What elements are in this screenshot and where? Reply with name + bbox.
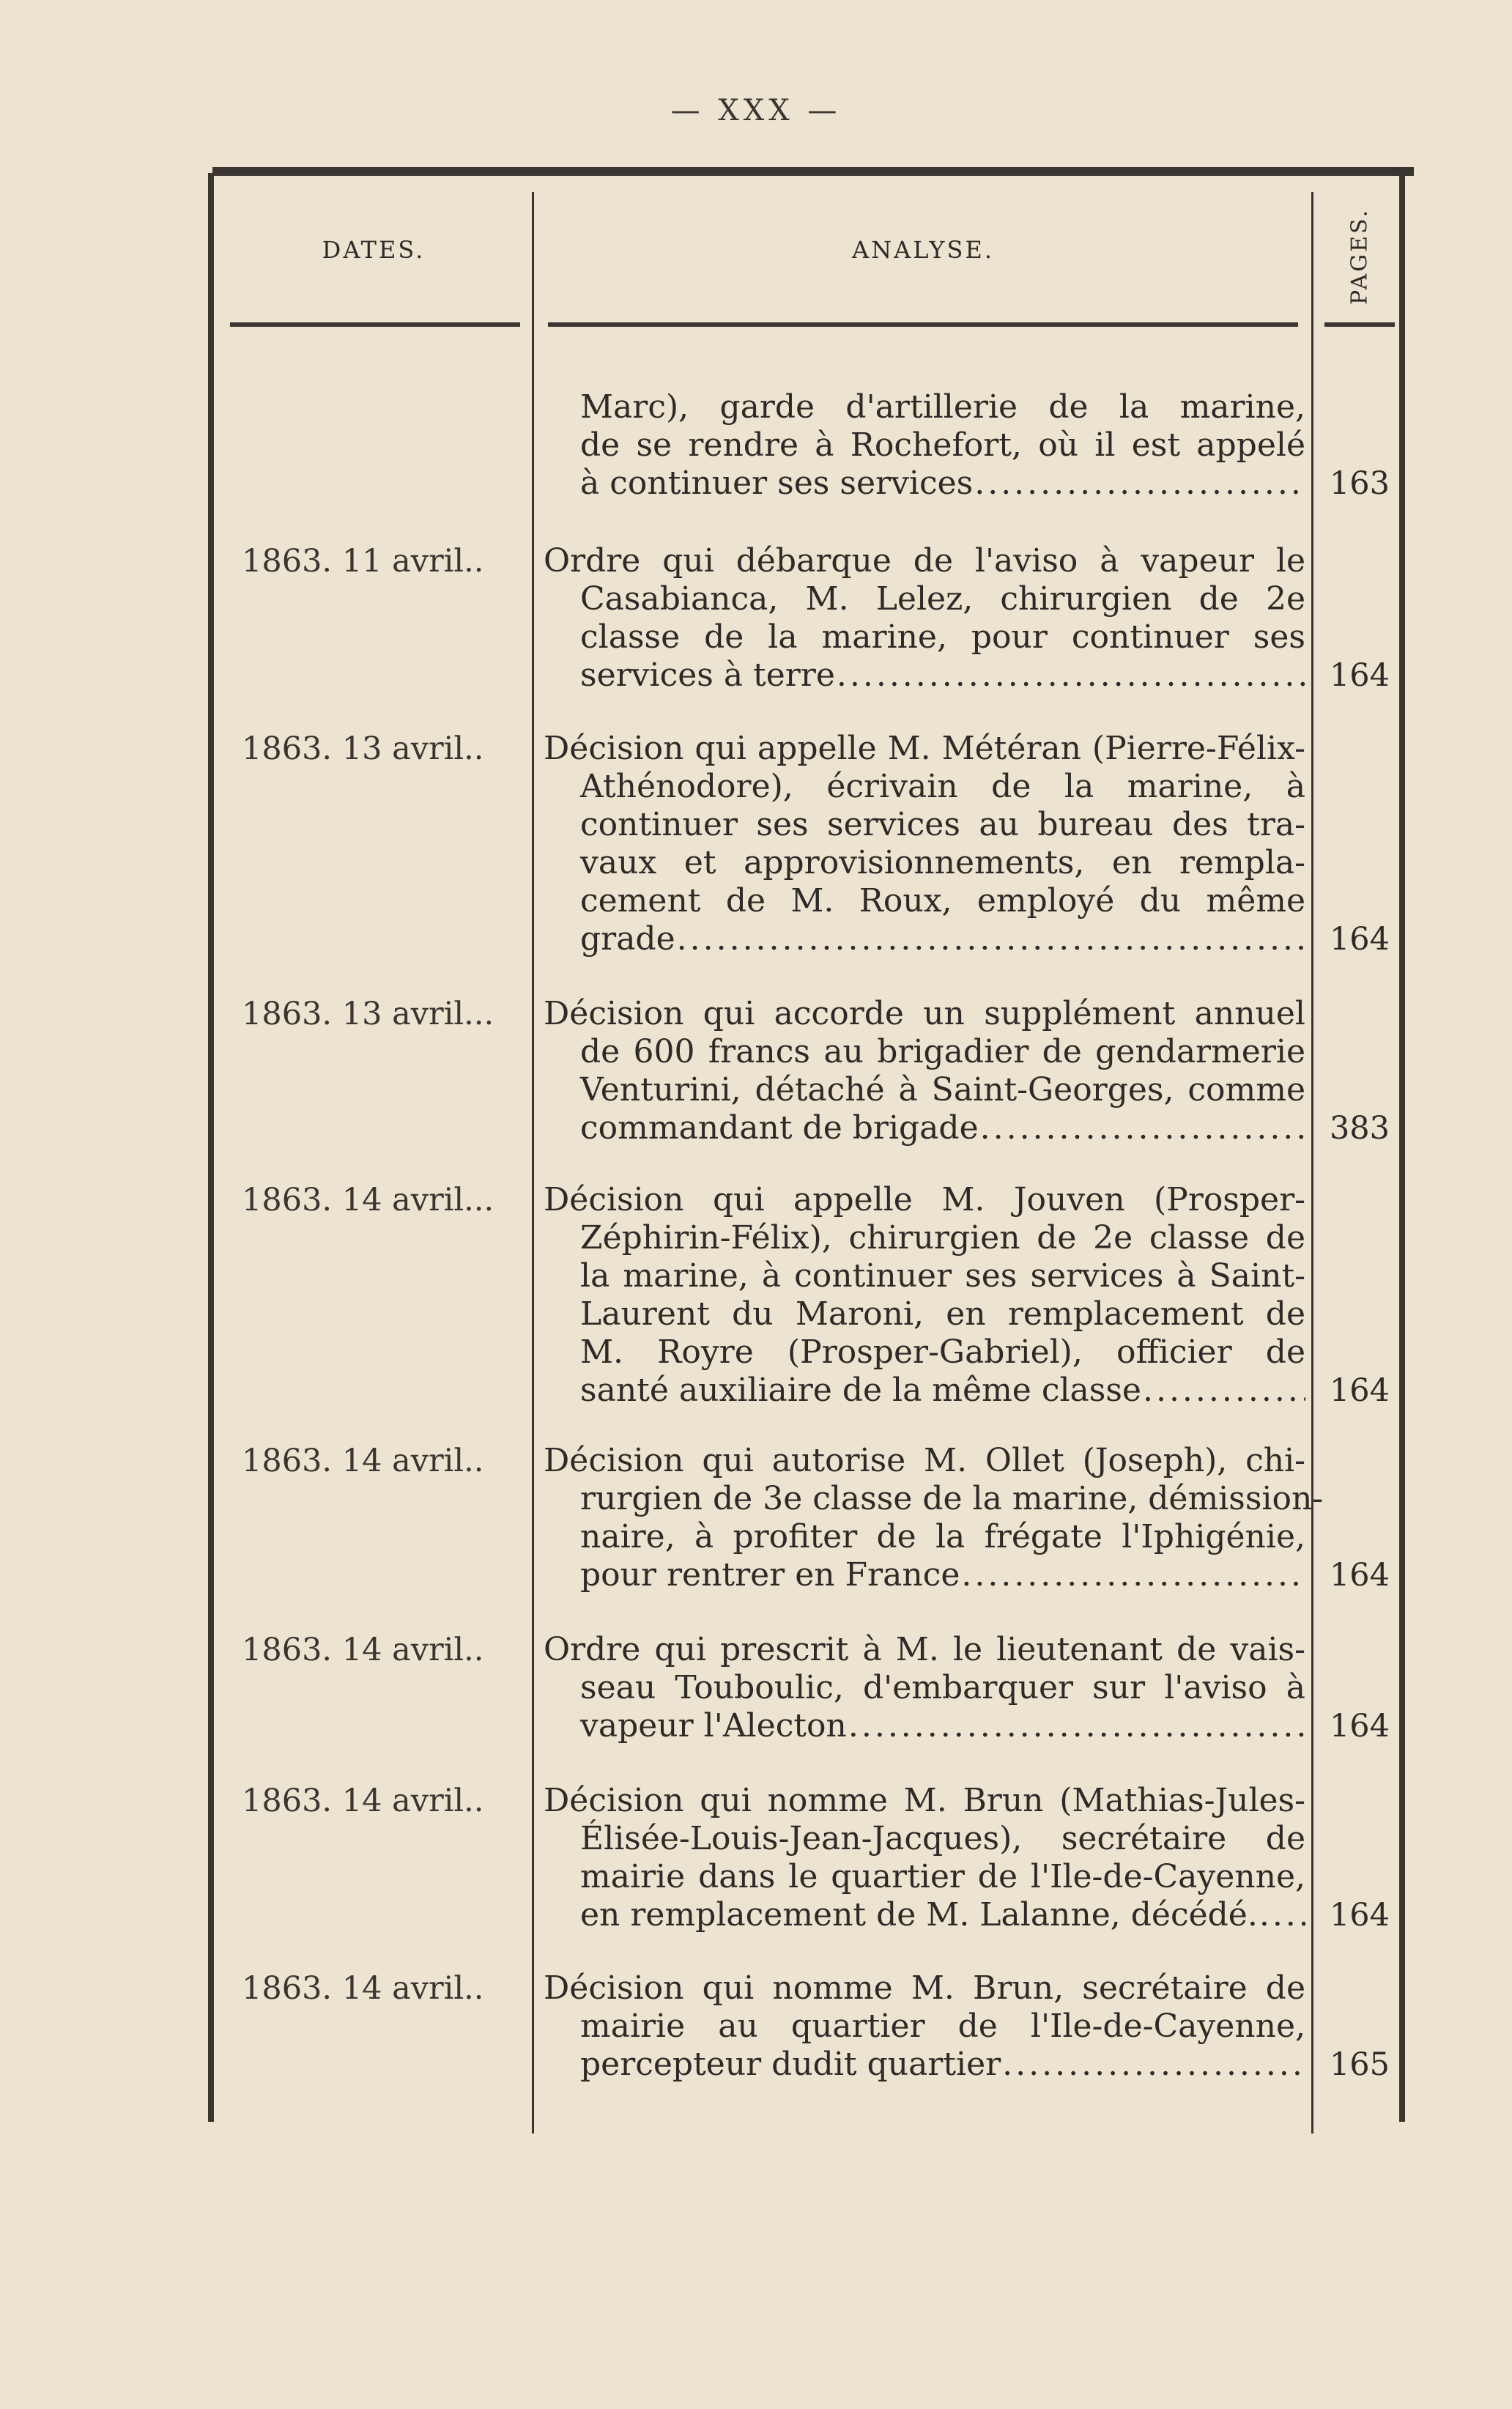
table-right-border bbox=[1399, 173, 1405, 2122]
entry-analysis-line: classe de la marine, pour continuer ses bbox=[580, 618, 1305, 656]
entry-analysis-line: pour rentrer en France bbox=[580, 1556, 960, 1594]
entry-analysis-line: cement de M. Roux, employé du même bbox=[580, 882, 1305, 919]
entry-page: 383 bbox=[1329, 1110, 1390, 1147]
entry-analysis-line: Athénodore), écrivain de la marine, à bbox=[580, 768, 1305, 805]
entry-analysis-line: mairie dans le quartier de l'Ile-de-Cayenne, bbox=[580, 1858, 1305, 1895]
dot-leader bbox=[677, 920, 1305, 958]
entry-analysis-last-line bbox=[544, 656, 1305, 695]
page-number: — XXX — bbox=[670, 94, 842, 127]
dot-leader bbox=[1002, 2046, 1305, 2084]
entry-analysis-line: mairie au quartier de l'Ile-de-Cayenne, bbox=[580, 2008, 1305, 2045]
entry-analysis bbox=[544, 1442, 1324, 1594]
entry-page: 164 bbox=[1329, 1708, 1390, 1744]
header-rule-pages bbox=[1324, 322, 1395, 327]
column-divider-dates bbox=[532, 192, 534, 2134]
entry-analysis-line: Venturini, détaché à Saint-Georges, comme bbox=[580, 1071, 1305, 1109]
entry-analysis-line: commandant de brigade bbox=[580, 1109, 979, 1147]
entry-analysis-line: Décision qui accorde un supplément annuel bbox=[544, 995, 1305, 1032]
entry-analysis-last-line bbox=[544, 1556, 1305, 1594]
entry-analysis-line: en remplacement de M. Lalanne, décédé. bbox=[580, 1896, 1258, 1934]
entry-analysis-line: vapeur l'Alecton bbox=[580, 1707, 847, 1744]
entry-analysis-line: Décision qui nomme M. Brun (Mathias-Jules- bbox=[544, 1782, 1305, 1819]
entry-page: 164 bbox=[1329, 1557, 1390, 1594]
entry-date: 1863. 14 avril.. bbox=[242, 1783, 484, 1819]
entry-analysis-line: de 600 francs au brigadier de gendarmerie bbox=[580, 1033, 1305, 1070]
entry-page: 165 bbox=[1329, 2046, 1390, 2083]
entry-date: 1863. 11 avril.. bbox=[242, 543, 484, 580]
entry-page: 164 bbox=[1329, 1372, 1390, 1409]
dot-leader bbox=[848, 1707, 1305, 1745]
entry-analysis-line: Élisée-Louis-Jean-Jacques), secrétaire de bbox=[580, 1820, 1305, 1857]
entry-analysis-last-line bbox=[544, 1707, 1305, 1745]
entry-analysis-line: de se rendre à Rochefort, où il est appelé bbox=[580, 426, 1305, 464]
entry-analysis-last-line bbox=[544, 920, 1305, 958]
entry-analysis-line: M. Royre (Prosper-Gabriel), officier de bbox=[580, 1333, 1305, 1371]
entry-date: 1863. 14 avril... bbox=[242, 1182, 494, 1218]
entry-analysis bbox=[544, 1181, 1305, 1410]
entry-analysis-line: Marc), garde d'artillerie de la marine, bbox=[580, 388, 1305, 426]
entry-analysis bbox=[544, 388, 1305, 503]
table-left-border bbox=[208, 173, 214, 2122]
entry-analysis-line: Ordre qui prescrit à M. le lieutenant de vais- bbox=[544, 1631, 1305, 1668]
entry-analysis-line: rurgien de 3e classe de la marine, démission- bbox=[580, 1480, 1324, 1517]
entry-date: 1863. 14 avril.. bbox=[242, 1970, 484, 2007]
entry-analysis-line: Décision qui appelle M. Jouven (Prosper- bbox=[544, 1181, 1305, 1218]
entry-analysis-line: naire, à profiter de la frégate l'Iphigénie, bbox=[580, 1518, 1305, 1555]
entry-date: 1863. 13 avril.. bbox=[242, 730, 484, 767]
entry-page: 164 bbox=[1329, 1897, 1390, 1934]
entry-date: 1863. 14 avril.. bbox=[242, 1632, 484, 1668]
entry-date: 1863. 13 avril... bbox=[242, 996, 494, 1032]
entry-analysis bbox=[544, 542, 1305, 695]
entry-page: 163 bbox=[1329, 465, 1390, 502]
dot-leader bbox=[961, 1556, 1305, 1594]
entry-analysis-last-line bbox=[544, 1109, 1305, 1147]
entry-analysis bbox=[544, 995, 1305, 1147]
dot-leader bbox=[980, 1109, 1305, 1147]
entry-analysis-line: Casabianca, M. Lelez, chirurgien de 2e bbox=[580, 580, 1305, 618]
header-rule-analyse bbox=[548, 322, 1298, 327]
dot-leader bbox=[1143, 1372, 1305, 1410]
entry-analysis-line: vaux et approvisionnements, en rempla- bbox=[580, 844, 1305, 881]
entry-analysis-line: Décision qui nomme M. Brun, secrétaire de bbox=[544, 1969, 1305, 2007]
entry-analysis-line: continuer ses services au bureau des tra- bbox=[580, 806, 1305, 843]
entry-analysis-last-line bbox=[544, 1896, 1305, 1934]
entry-analysis-line: seau Touboulic, d'embarquer sur l'aviso à bbox=[580, 1669, 1305, 1706]
entry-analysis-line: Décision qui autorise M. Ollet (Joseph), chi- bbox=[544, 1442, 1305, 1479]
entry-analysis-line: grade bbox=[580, 920, 675, 958]
entry-page: 164 bbox=[1329, 921, 1390, 958]
entry-analysis-line: services à terre bbox=[580, 656, 835, 694]
column-divider-pages bbox=[1311, 192, 1313, 2134]
entry-analysis-line: Zéphirin-Félix), chirurgien de 2e classe de bbox=[580, 1219, 1305, 1257]
header-pages-label: PAGES. bbox=[1346, 208, 1373, 305]
entry-analysis bbox=[544, 1969, 1305, 2084]
header-analyse: ANALYSE. bbox=[852, 236, 994, 264]
dot-leader bbox=[974, 465, 1305, 503]
entry-page: 164 bbox=[1329, 657, 1390, 694]
entry-analysis bbox=[544, 730, 1305, 958]
header-pages bbox=[1324, 198, 1395, 315]
entry-analysis-last-line bbox=[544, 1372, 1305, 1410]
entry-analysis-last-line bbox=[544, 465, 1305, 503]
table-top-rule bbox=[212, 167, 1414, 176]
entry-analysis-line: la marine, à continuer ses services à Saint- bbox=[580, 1257, 1305, 1295]
entry-analysis-line: à continuer ses services bbox=[580, 465, 974, 502]
entry-analysis-line: percepteur dudit quartier bbox=[580, 2046, 1001, 2083]
entry-analysis-line: Laurent du Maroni, en remplacement de bbox=[580, 1295, 1305, 1333]
dot-leader bbox=[837, 656, 1305, 695]
entry-analysis-last-line bbox=[544, 2046, 1305, 2084]
entry-analysis-line: Décision qui appelle M. Météran (Pierre-Félix- bbox=[544, 730, 1305, 767]
header-rule-dates bbox=[230, 322, 520, 327]
entry-analysis-line: Ordre qui débarque de l'aviso à vapeur le bbox=[544, 542, 1305, 580]
entry-date: 1863. 14 avril.. bbox=[242, 1443, 484, 1479]
entry-analysis bbox=[544, 1631, 1305, 1745]
entry-analysis bbox=[544, 1782, 1305, 1934]
header-dates: DATES. bbox=[322, 236, 426, 264]
dot-leader bbox=[1259, 1896, 1305, 1934]
entry-analysis-line: santé auxiliaire de la même classe bbox=[580, 1372, 1141, 1409]
